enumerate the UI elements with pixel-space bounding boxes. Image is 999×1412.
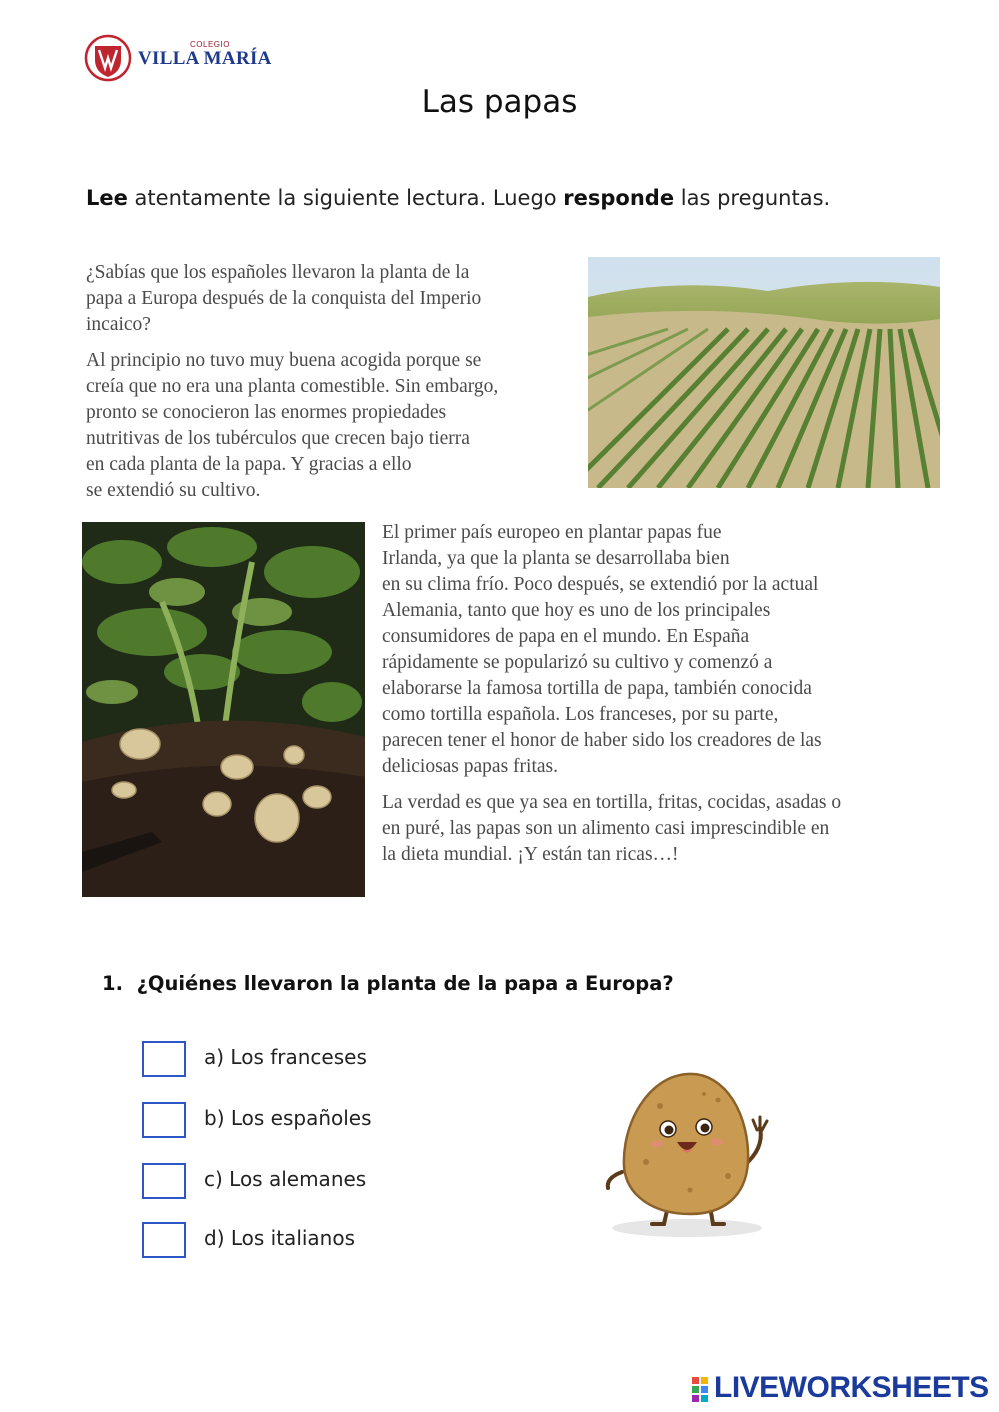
brand-square-blue-icon (701, 1386, 708, 1393)
answer-option-d[interactable] (142, 1222, 442, 1260)
answer-option-b[interactable] (142, 1102, 442, 1140)
answer-checkbox-c[interactable] (142, 1163, 186, 1199)
answer-label-a: a) Los franceses (204, 1045, 367, 1069)
instruction-text-1: atentamente la siguiente lectura. Luego (127, 186, 564, 210)
reading-block-2 (382, 520, 962, 878)
school-prefix: COLEGIO (190, 40, 230, 49)
answer-checkbox-d[interactable] (142, 1222, 186, 1258)
reading-paragraph-1: ¿Sabías que los españoles llevaron la planta de la papa a Europa después de la conquista del Imperio incaico? (86, 262, 482, 335)
reading-paragraph-3: El primer país europeo en plantar papas fue Irlanda, ya que la planta se desarrollaba bien en su clima frío. Poco después, se extendió por la actual Alemania, tanto que hoy es uno de los principales consumidores de papa en el mundo. En España rápidamente se popularizó su cultivo y comenzó a elaborarse la famosa tortilla de papa, también conocida como tortilla española. Los franceses, por su parte, parecen tener el honor de haber sido los creadores de las deliciosas papas fritas. (382, 522, 822, 777)
liveworksheets-brand (690, 1371, 990, 1403)
potato-plant-image (82, 522, 365, 897)
brand-square-yellow-icon (701, 1377, 708, 1384)
answer-label-d: d) Los italianos (204, 1226, 356, 1250)
instruction-keyword-read: Lee (86, 186, 128, 210)
instruction-keyword-respond: responde (563, 186, 675, 210)
brand-square-cyan-icon (701, 1395, 708, 1402)
potato-field-image (588, 257, 940, 488)
answer-checkbox-a[interactable] (142, 1041, 186, 1077)
brand-name: LIVEWORKSHEETS (714, 1371, 989, 1404)
answer-option-c[interactable] (142, 1163, 442, 1201)
page-title: Las papas (421, 84, 578, 120)
question-number: 1. (102, 972, 123, 995)
potato-mascot-icon (600, 1066, 775, 1241)
reading-block-1 (86, 260, 581, 514)
answer-label-c: c) Los alemanes (204, 1167, 367, 1191)
reading-paragraph-4: La verdad es que ya sea en tortilla, fritas, cocidas, asadas o en puré, las papas son un alimento casi imprescindible en la dieta mundial. ¡Y están tan ricas…! (382, 792, 842, 865)
reading-paragraph-2: Al principio no tuvo muy buena acogida porque se creía que no era una planta comestible. Sin embargo, pronto se conocieron las enormes propiedades nutritivas de los tubérculos que crecen bajo tierra en cada planta de la papa. Y gracias a ello se extendió su cultivo. (86, 350, 499, 501)
brand-square-green-icon (692, 1386, 699, 1393)
answer-checkbox-b[interactable] (142, 1102, 186, 1138)
school-name: VILLA MARÍA (138, 48, 272, 69)
answer-label-b: b) Los españoles (204, 1106, 372, 1130)
shield-icon (84, 34, 132, 82)
question-text: ¿Quiénes llevaron la planta de la papa a Europa? (136, 972, 674, 995)
brand-square-red-icon (692, 1377, 699, 1384)
instructions (86, 186, 830, 210)
instruction-text-2: las preguntas. (674, 186, 831, 210)
brand-square-purple-icon (692, 1395, 699, 1402)
question-1 (102, 972, 674, 995)
answer-option-a[interactable] (142, 1041, 442, 1079)
school-logo (84, 34, 294, 84)
